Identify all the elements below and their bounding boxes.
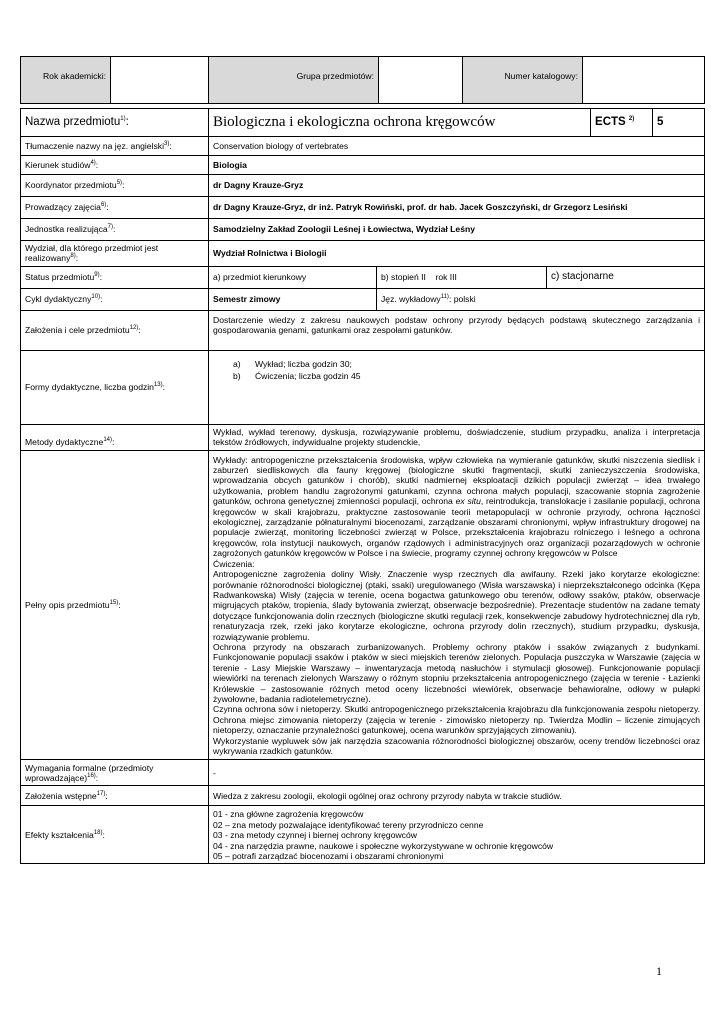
catalog-number-label: Numer katalogowy: xyxy=(463,57,583,104)
exercises-text-4: Wykorzystanie wypluwek sów jak narzędzia szacowania różnorodności biologicznej obszarów, oceny trendów liczebności oraz wykrywania rzadkich gatunków. xyxy=(213,735,701,756)
faculty-value: Wydział Rolnictwa i Biologii xyxy=(209,241,705,267)
outcome-item: 02 – zna metody pozwalające identyfikować tereny przyrodniczo cenne xyxy=(213,819,484,830)
field-label: Kierunek studiów$^{4)}$: xyxy=(21,156,209,175)
coordinator-value: dr Dagny Krauze-Gryz xyxy=(209,175,705,197)
prerequisites-value: Wiedza z zakresu zoologii, ekologii ogólnej oraz ochrony przyrody nabyta w trakcie studiów. xyxy=(209,786,705,806)
academic-year-label: Rok akademicki: xyxy=(21,57,111,104)
description-value xyxy=(209,450,705,760)
status-type: a) przedmiot kierunkowy xyxy=(209,266,377,288)
cycle-value: Semestr zimowy xyxy=(209,288,377,310)
ects-label: ECTS $^{2)}$ xyxy=(591,109,653,137)
faculty-label: Wydział, dla którego przedmiot jest realizowany$^{8)}$: xyxy=(21,241,209,267)
ects-value: 5 xyxy=(653,109,705,137)
methods-label: Metody dydaktyczne$^{14)}$: xyxy=(21,424,209,450)
translation-label: Tłumaczenie nazwy na jęz. angielski$^{3)}$: xyxy=(21,137,209,156)
header-table xyxy=(20,56,705,104)
academic-year-field[interactable] xyxy=(111,57,209,104)
unit-label: Jednostka realizująca$^{7)}$: xyxy=(21,219,209,241)
status-label: Status przedmiotu$^{9)}$: xyxy=(21,266,209,288)
course-name-label: Nazwa przedmiotu$^{1)}$: xyxy=(21,109,209,137)
unit-value: Samodzielny Zakład Zoologii Leśnej i Łowiectwa, Wydział Leśny xyxy=(209,219,705,241)
status-mode: c) stacjonarne xyxy=(547,266,705,288)
course-table xyxy=(20,108,705,864)
course-group-field[interactable] xyxy=(379,57,463,104)
course-name-value: Biologiczna i ekologiczna ochrona kręgowców xyxy=(209,109,591,137)
outcomes-value xyxy=(209,806,705,864)
status-level: b) stopień II rok III xyxy=(377,266,547,288)
outcomes-label: Efekty kształcenia$^{18)}$: xyxy=(21,806,209,864)
description-label: Pełny opis przedmiotu$^{15)}$: xyxy=(21,450,209,760)
form-item: b) Ćwiczenia; liczba godzin 45 xyxy=(233,371,361,382)
outcome-item: 05 – potrafi zarządzać biocenozami i obszarami chronionymi xyxy=(213,851,444,862)
lectures-text: Wykłady: antropogeniczne przekształcenia środowiska, wpływ człowieka na wymieranie gatunków, skutki niszczenia siedlisk i zaburzeń siedliskowych dla fauny kręgowej (biologiczne skutki fragmentacji, skutki zanieczyszczenia środowiska, wprowadzania obcych gatunków i chorób), skutki nadmiernej eksploatacji dzikich populacji zwierząt – idea trwałego użytkowania, problem handlu zagrożonymi gatunkami, czynna ochrona małych populacji, szacowanie stopnia zagrożenie gatunków, ochrona genetycznej zmienności populacji, ochrona ex situ, reintrodukcja, translokacje i zasilanie populacji, ochrona kręgowców w skali krajobrazu, praktyczne zastosowanie teorii metapopulacji w ochronie przyrody, ochrona łączności ekologicznej, zarządzanie półnaturalnymi biocenozami, zarządzanie obszarami chronionymi, wpływ infrastruktury drogowej na populacje zwierząt, monitoring liczebności zwierząt w Polsce, przekształcenia krajobrazu rolniczego i leśnego a ochrona kręgowców, rola instytucji naukowych, organów rządowych i administracyjnych oraz organizacji pozarządowych w ochronie zagrożonych gatunków kręgowców w Polsce i na świecie, programy czynnej ochrony kręgowców w Polsce xyxy=(213,454,701,559)
exercises-heading: Ćwiczenia: xyxy=(213,558,255,569)
outcome-item: 01 - zna główne zagrożenia kręgowców xyxy=(213,809,364,820)
field-value: Biologia xyxy=(209,156,705,175)
forms-label: Formy dydaktyczne, liczba godzin$^{13)}$: xyxy=(21,350,209,424)
catalog-number-field[interactable] xyxy=(583,57,705,104)
course-group-label: Grupa przedmiotów: xyxy=(209,57,379,104)
language-value: Jęz. wykładowy$^{11)}$: polski xyxy=(377,288,705,310)
goals-value: Dostarczenie wiedzy z zakresu naukowych podstaw ochrony przyrody będących podstawą skutecznego zarządzania i gospodarowania genami, gatunkami oraz zespołami gatunków. xyxy=(209,310,705,350)
methods-value: Wykład, wykład terenowy, dyskusja, rozwiązywanie problemu, doświadczenie, studium przypadku, analiza i interpretacja tekstów źródłowych, indywidualne projekty studenckie, xyxy=(209,424,705,450)
outcome-item: 04 - zna narzędzia prawne, naukowe i społeczne wykorzystywane w ochronie kręgowców xyxy=(213,840,554,851)
outcome-item: 03 - zna metody czynnej i biernej ochrony kręgowców xyxy=(213,830,417,841)
coordinator-label: Koordynator przedmiotu$^{5)}$: xyxy=(21,175,209,197)
form-item: a) Wykład; liczba godzin 30; xyxy=(233,358,352,369)
cycle-label: Cykl dydaktyczny$^{10)}$: xyxy=(21,288,209,310)
translation-value: Conservation biology of vertebrates xyxy=(209,137,705,156)
exercises-text-1: Antropogeniczne zagrożenia doliny Wisły. Znaczenie wysp rzecznych dla awifauny. Rzeki jako korytarze ekologiczne: porównanie różnorodności biologicznej (ptaki, ssaki) uregulowanego (Wisła warszawska) i nieprzekształconego odcinka (Kępa Radwankowska) Wisły (zajęcia w terenie, ocena bogactwa gatunkowego obu terenów, odłowy ssaków, ptaków, obserwacje migrujących ptaków, tropienia, ślady bytowania zwierząt, obserwacje bezpośrednie). Prezentacje studentów na zadane tematy dotyczące funkcjonowania dolin rzecznych (biologiczne skutki regulacji rzek, konsekwencje zabudowy hydrotechnicznej dla ryb, renaturyzacja rzek, rzeki jako korytarze ekologiczne, ochrona przyrody dolin rzecznych), studium przypadku, dyskusja, rozwiązywanie problemu. xyxy=(213,569,701,642)
exercises-text-2: Ochrona przyrody na obszarach zurbanizowanych. Problemy ochrony ptaków i ssaków związanych z budynkami. Funkcjonowanie populacji ssaków i ptaków w sieci miejskich terenów zielonych. Populacja puszczyka w Warszawie (zajęcia w terenie - Lasy Miejskie Warszawy – inwentaryzacja metodą nasłuchów i stymulacji głosowej). Funkcjonowanie populacji wiewiórki na terenach zielonych Warszawy o różnym stopniu przekształcenia antropogenicznego (zajęcia w terenie - Łazienki Królewskie – zastosowanie różnych metod oceny liczebności wiewiórek, obserwacje behawioralne, odłowy w pułapki żywołowne, badania radiotelemetryczne). xyxy=(213,641,701,704)
prerequisites-label: Założenia wstępne$^{17)}$: xyxy=(21,786,209,806)
instructors-value: dr Dagny Krauze-Gryz, dr inż. Patryk Rowiński, prof. dr hab. Jacek Goszczyński, dr Grzegorz Lesiński xyxy=(209,197,705,219)
formal-requirements-label: Wymagania formalne (przedmioty wprowadzające)$^{16)}$: xyxy=(21,760,209,786)
instructors-label: Prowadzący zajęcia$^{6)}$: xyxy=(21,197,209,219)
page-number: 1 xyxy=(656,964,662,978)
exercises-text-3: Czynna ochrona sów i nietoperzy. Skutki antropogenicznego przekształcenia krajobrazu dla funkcjonowania zespołu nietoperzy. Ochrona miejsc zimowania nietoperzy (zajęcia w terenie - zimowisko nietoperzy np. Twierdza Modlin – liczenie zimujących nietoperzy, oznaczanie przynależności gatunkowej, ocena warunków sprzyjających zimowaniu). xyxy=(213,704,701,736)
forms-value xyxy=(209,350,705,424)
goals-label: Założenia i cele przedmiotu$^{12)}$: xyxy=(21,310,209,350)
formal-requirements-value: - xyxy=(209,760,705,786)
